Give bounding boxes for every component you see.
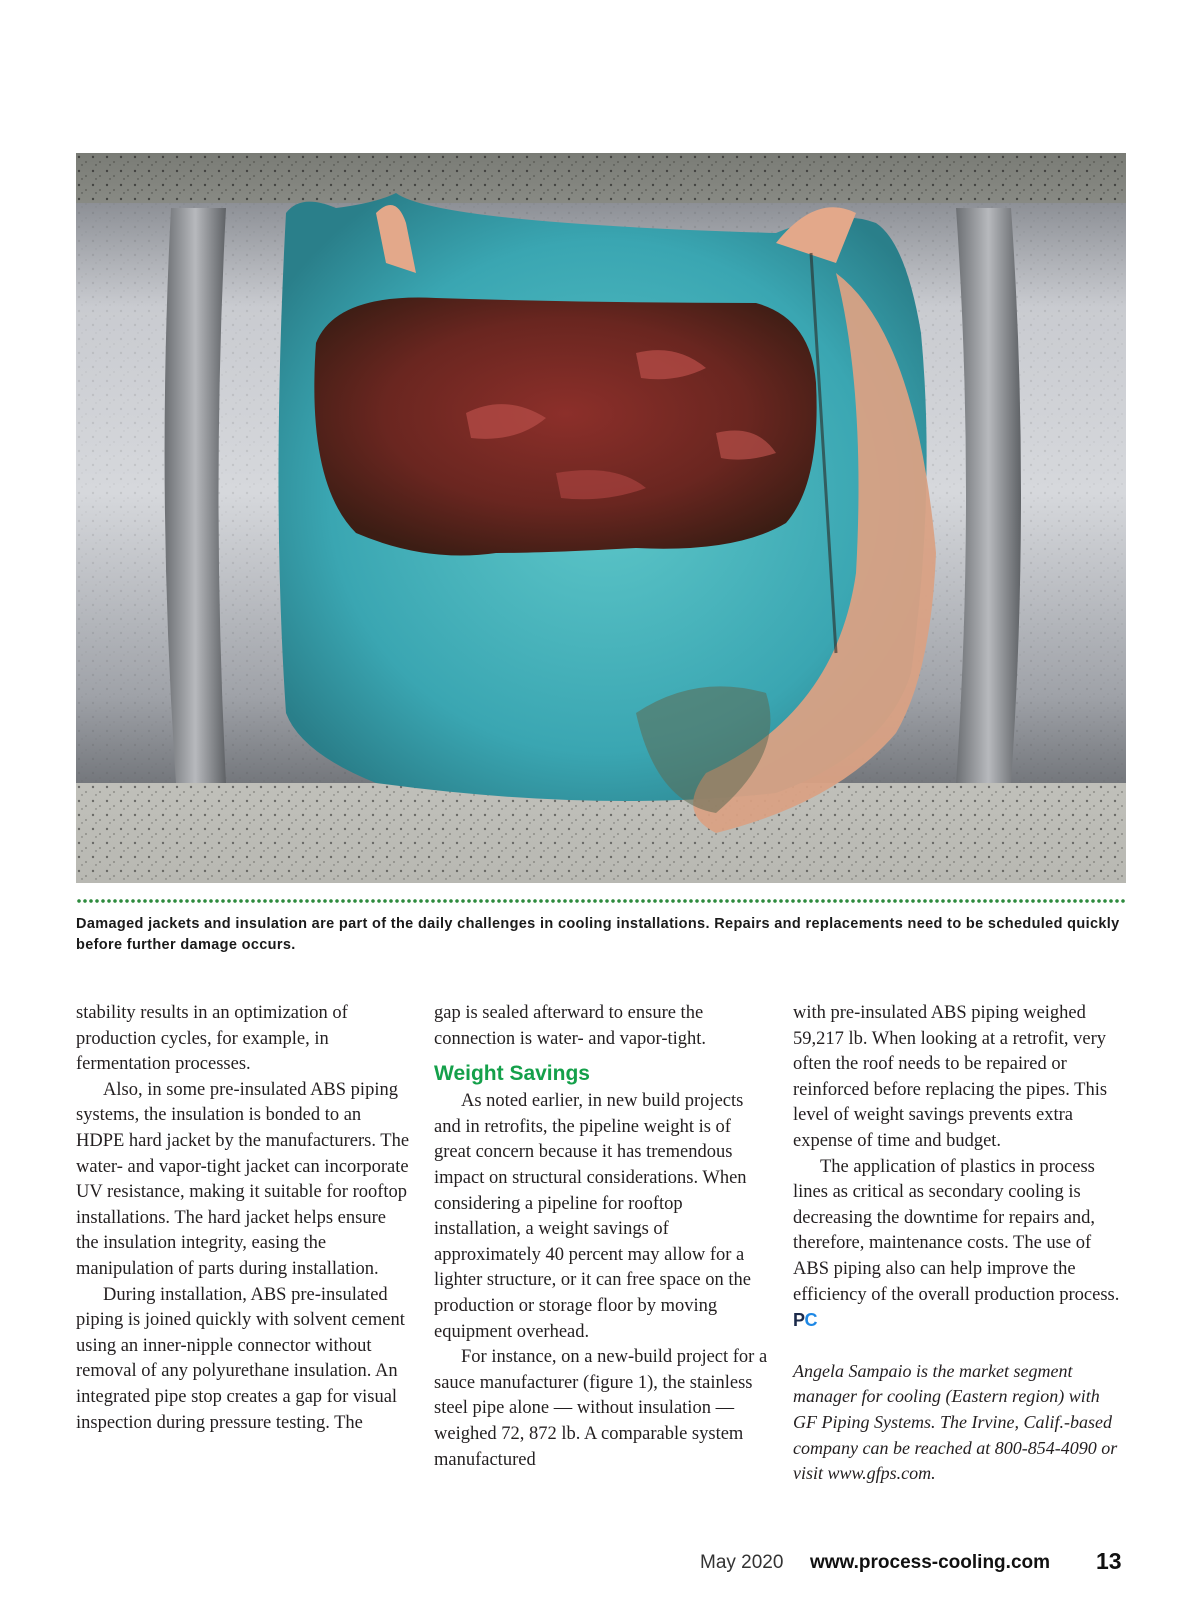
paragraph: gap is sealed afterward to ensure the connection is water- and vapor-tight. bbox=[434, 1003, 707, 1049]
caption-divider bbox=[76, 898, 1126, 904]
pipe-photo-illustration bbox=[76, 153, 1126, 883]
paragraph: For instance, on a new-build project for a sauce manufacturer (figure 1), the stainless steel pipe alone — without insulation — weighed 72, 872 lb. A comparable system manufactured bbox=[434, 1347, 768, 1470]
end-mark-c: C bbox=[804, 1310, 818, 1331]
end-of-article-mark bbox=[793, 1310, 817, 1330]
damaged-insulated-pipe-photo bbox=[76, 153, 1126, 883]
paragraph: stability results in an optimization of production cycles, for example, in fermentation processes. bbox=[76, 1003, 348, 1075]
author-bio: Angela Sampaio is the market segment manager for cooling (Eastern region) with GF Piping Systems. The Irvine, Calif.-based company can be reached at 800-854-4090 or visit www.gfps.com. bbox=[793, 1360, 1118, 1484]
paragraph-text: The application of plastics in process lines as critical as secondary cooling is decreasing the downtime for repairs and, therefore, maintenance costs. The use of ABS piping also can help improve the efficiency of the overall production process. bbox=[793, 1156, 1120, 1305]
end-mark-p: P bbox=[793, 1310, 805, 1331]
paragraph: Also, in some pre-insulated ABS piping systems, the insulation is bonded to an HDPE hard jacket by the manufacturers. The water- and vapor-tight jacket can incorporate UV resistance, making it suitable for rooftop installations. The hard jacket helps ensure the insulation integrity, easing the manipulation of parts during installation. bbox=[76, 1079, 410, 1279]
paragraph: During installation, ABS pre-insulated piping is joined quickly with solvent cement using an inner-nipple connector without removal of any polyurethane insulation. An integrated pipe stop creates a gap for visual inspection during pressure testing. The bbox=[76, 1284, 405, 1433]
issue-date: May 2020 bbox=[700, 1552, 784, 1573]
website-url: www.process-cooling.com bbox=[810, 1552, 1051, 1573]
article-column-2 bbox=[434, 1001, 769, 1473]
page-footer bbox=[0, 1546, 1200, 1576]
section-subhead: Weight Savings bbox=[434, 1062, 590, 1086]
paragraph: As noted earlier, in new build projects and in retrofits, the pipeline weight is of great concern because it has tremendous impact on structural considerations. When considering a pipeline for rooftop installation, a weight savings of approximately 40 percent may allow for a lighter structure, or it can free space on the production or storage floor by moving equipment overhead. bbox=[434, 1091, 751, 1342]
paragraph bbox=[793, 1155, 1128, 1335]
figure-caption: Damaged jackets and insulation are part of the daily challenges in cooling installations. Repairs and replacements need to be scheduled quickly before further damage occurs. bbox=[76, 916, 1120, 953]
paragraph: with pre-insulated ABS piping weighed 59,217 lb. When looking at a retrofit, very often the roof needs to be repaired or reinforced before replacing the pipes. This level of weight savings prevents extra expense of time and budget. bbox=[793, 1003, 1108, 1151]
article-column-3 bbox=[793, 1001, 1128, 1487]
article-column-1 bbox=[76, 1001, 411, 1436]
page-number: 13 bbox=[1096, 1548, 1122, 1574]
